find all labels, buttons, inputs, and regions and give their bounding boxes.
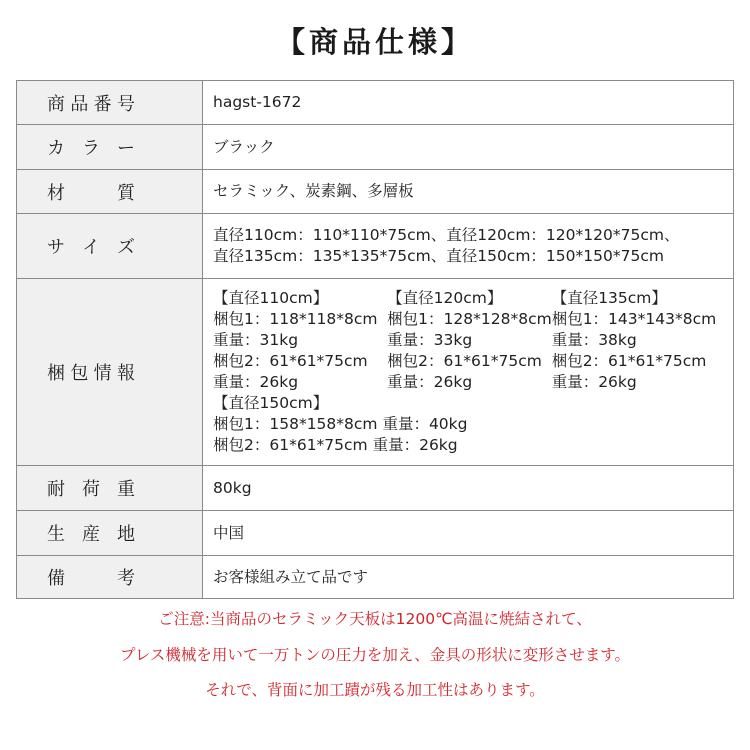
package-block: 【直径135cm】 梱包1：143*143*8cm 重量：38kg 梱包2：61*61*75cm 重量：26kg [551, 289, 717, 391]
table-row [17, 466, 734, 511]
table-row [17, 556, 734, 599]
size-value [203, 214, 734, 279]
packaging-value [203, 279, 734, 466]
spec-table [16, 80, 734, 599]
row-label: 材 質 [17, 170, 203, 214]
row-label: 梱 包 情 報 [17, 279, 203, 466]
caution-note-line: プレス機械を用いて一万トンの圧力を加え、金具の形状に変形させます。 [119, 646, 631, 664]
size-line: 直径135cm：135*135*75cm、直径150cm：150*150*75cm [213, 247, 664, 265]
table-row [17, 511, 734, 556]
package-block: 【直径150cm】 梱包1：158*158*8cm 重量：40kg 梱包2：61*61*75cm 重量：26kg [213, 394, 468, 454]
table-row [17, 125, 734, 170]
color-value: ブラック [203, 125, 734, 170]
table-row [17, 170, 734, 214]
load-capacity-value: 80kg [203, 466, 734, 511]
remarks-value: お客様組み立て品です [203, 556, 734, 599]
origin-value: 中国 [203, 511, 734, 556]
material-value: セラミック、炭素鋼、多層板 [203, 170, 734, 214]
page-title: 【商品仕様】 [275, 25, 474, 59]
row-label: 商 品 番 号 [17, 81, 203, 125]
table-row [17, 279, 734, 466]
row-label: 耐 荷 重 [17, 466, 203, 511]
row-label: 生 産 地 [17, 511, 203, 556]
row-label: サ イ ズ [17, 214, 203, 279]
product-number-value: hagst-1672 [203, 81, 734, 125]
table-row [17, 81, 734, 125]
row-label: 備 考 [17, 556, 203, 599]
row-label: カ ラ ー [17, 125, 203, 170]
table-row [17, 214, 734, 279]
package-block: 【直径110cm】 梱包1：118*118*8cm 重量：31kg 梱包2：61*61*75cm 重量：26kg [213, 289, 378, 391]
size-line: 直径110cm：110*110*75cm、直径120cm：120*120*75cm、 [213, 226, 680, 244]
caution-note-line: それで、背面に加工蹟が残る加工性はあります。 [205, 681, 545, 699]
caution-note-line: ご注意:当商品のセラミック天板は1200℃高温に焼結されて、 [158, 610, 592, 628]
package-block: 【直径120cm】 梱包1：128*128*8cm 重量：33kg 梱包2：61*61*75cm 重量：26kg [387, 289, 552, 391]
